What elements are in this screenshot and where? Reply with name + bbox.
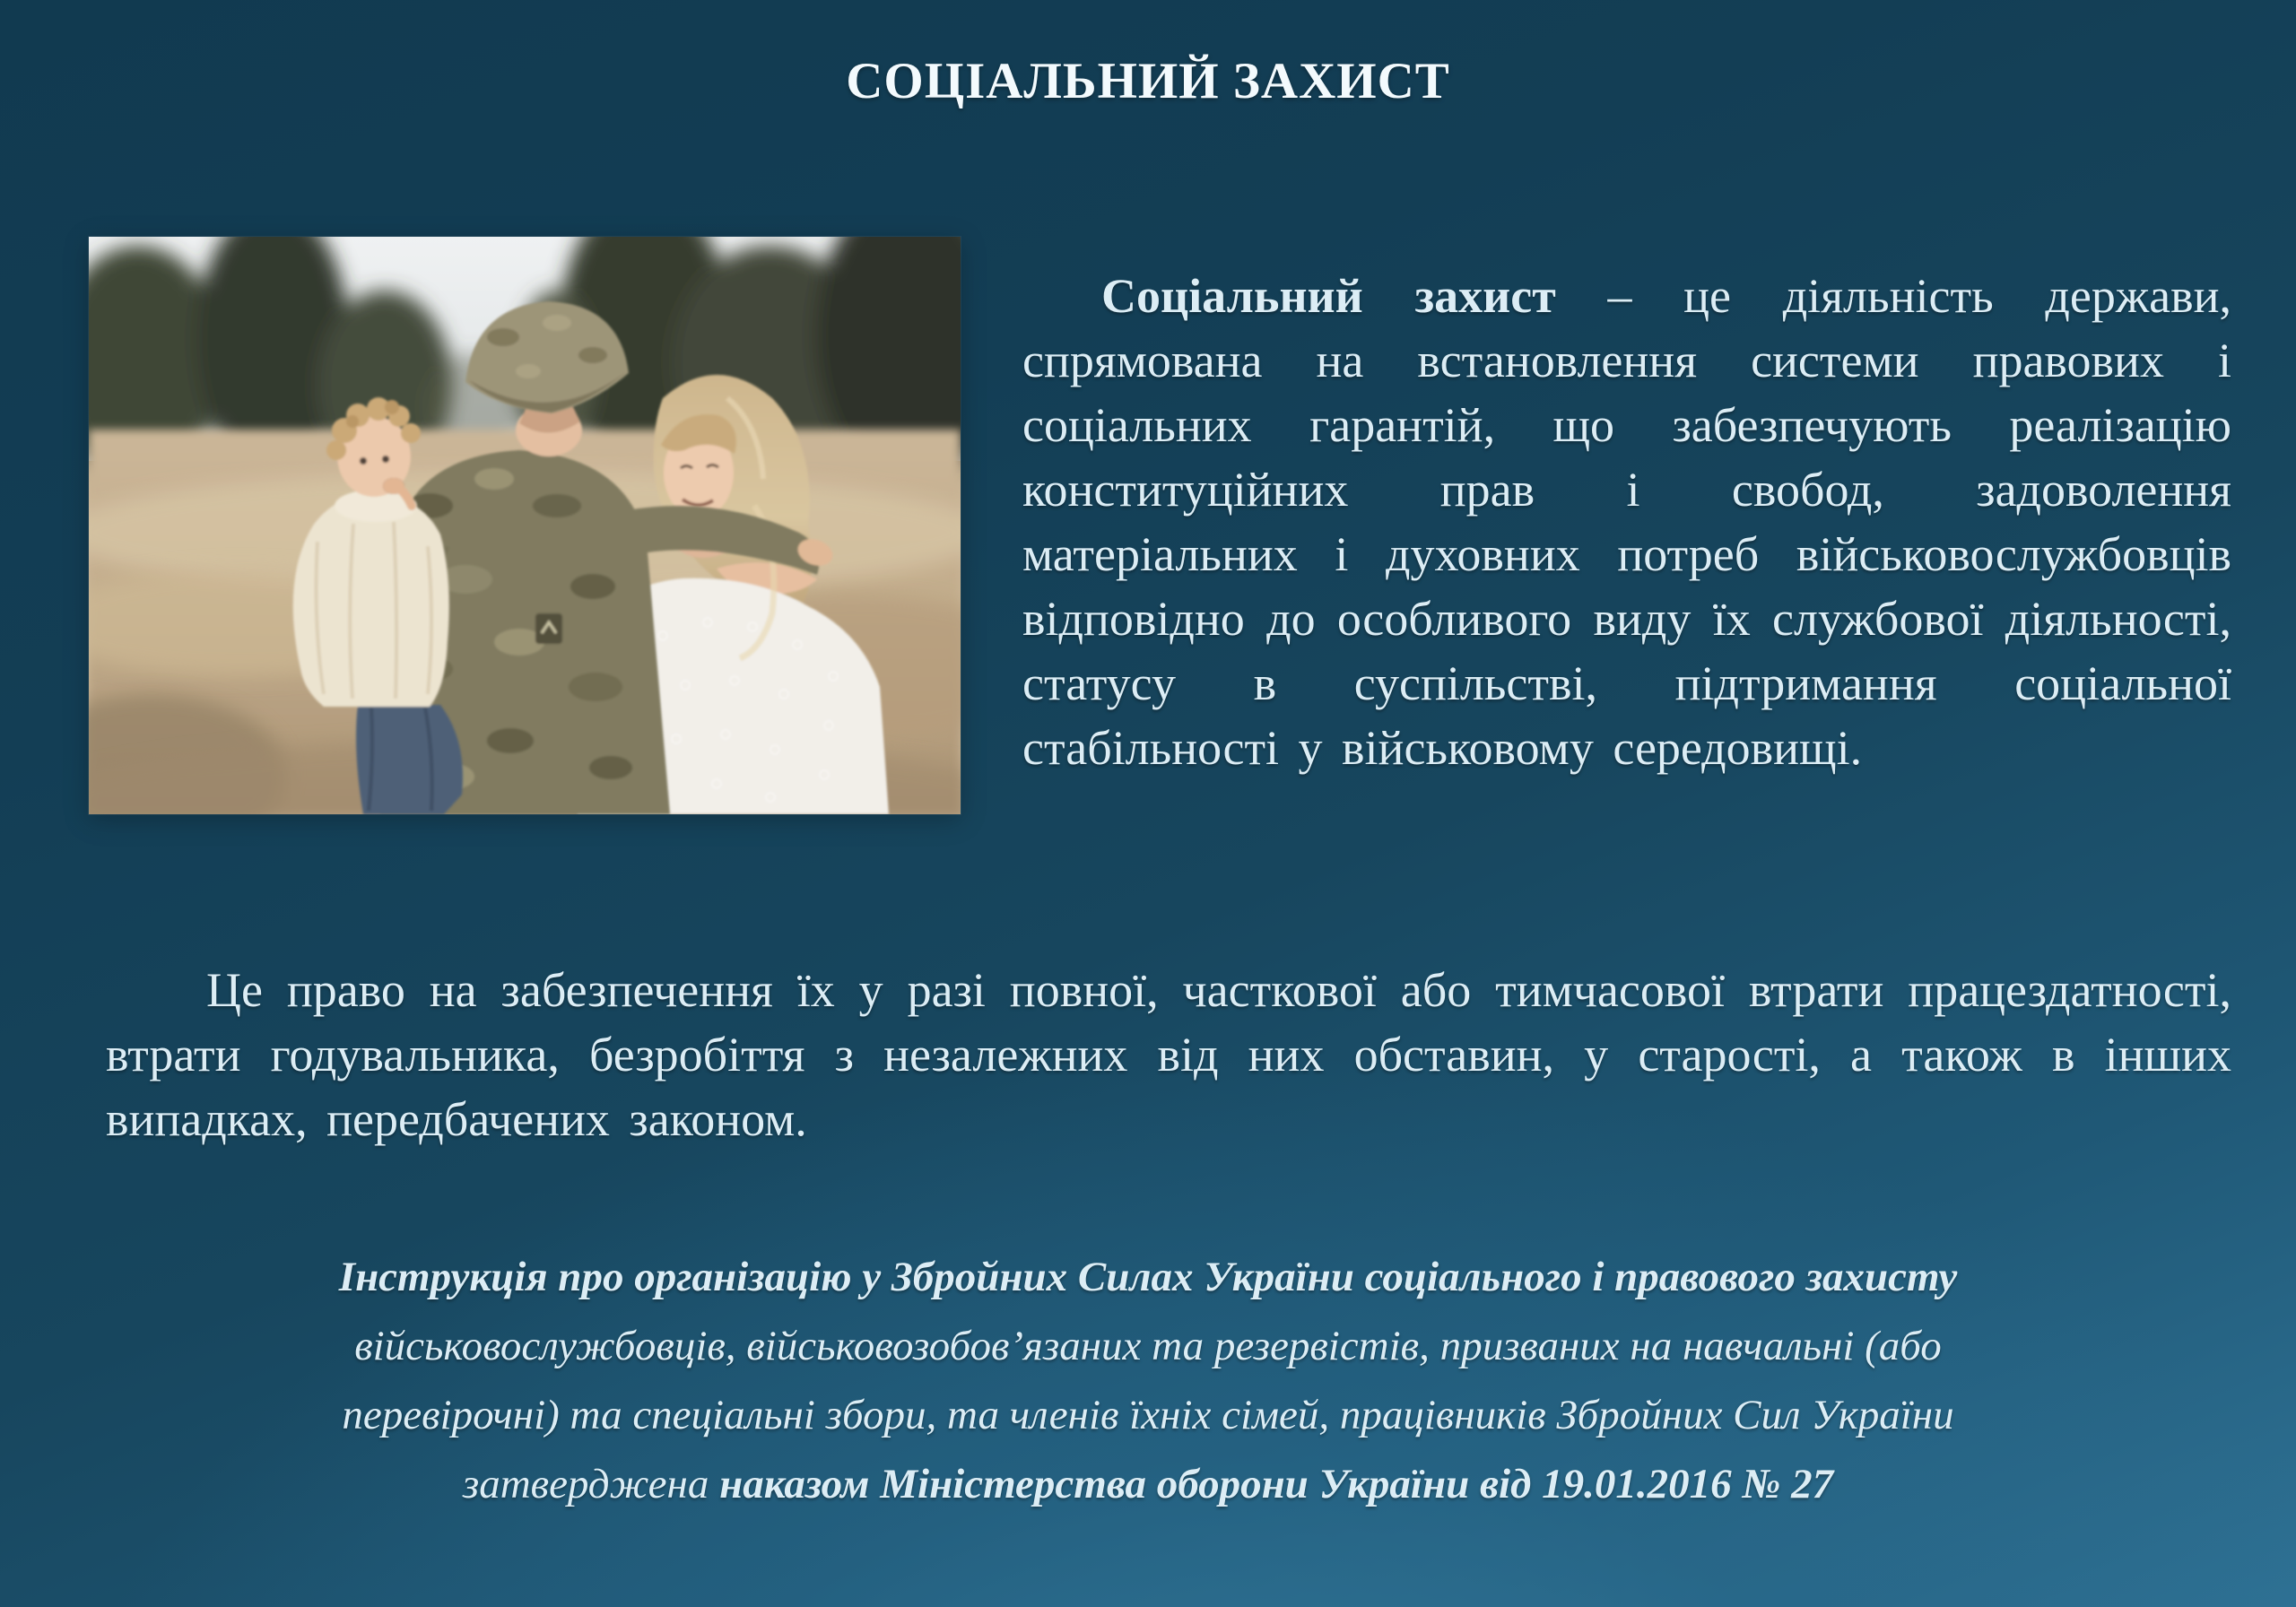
instruction-line-4 xyxy=(36,1450,2260,1519)
photo-wash-overlay xyxy=(89,237,961,814)
instruction-line-4-bold: наказом Міністерства оборони України від 19.01.2016 № 27 xyxy=(719,1461,1834,1507)
family-photo-illustration xyxy=(89,237,961,814)
rights-paragraph: Це право на забезпечення їх у разі повної, часткової або тимчасової втрати працездатності, втрати годувальника, безробіття з незалежних від них обставин, у старості, а також в інших випадках, передбачених законом. xyxy=(106,963,2231,1146)
instruction-note xyxy=(36,1243,2260,1519)
instruction-line-1: Інструкція про організацію у Збройних Силах України соціального і правового захисту xyxy=(338,1254,1958,1300)
slide-title: СОЦІАЛЬНИЙ ЗАХИСТ xyxy=(846,53,1450,109)
definition-body: – це діяльність держави, спрямована на встановлення системи правових і соціальних гарантій, що забезпечують реалізацію конституційних прав і свобод, задоволення матеріальних і духовних потреб військовослужбовців відповідно до особливого виду їх службової діяльності, статусу в суспільстві, підтримання соціальної стабільності у військовому середовищі. xyxy=(1022,269,2231,775)
definition-lead: Соціальний захист xyxy=(1101,269,1556,323)
definition-paragraph xyxy=(1022,264,2231,780)
instruction-line-2: військовослужбовців, військовозобов’язаних та резервістів, призваних на навчальні (або xyxy=(354,1323,1942,1369)
instruction-line-4-regular: затверджена xyxy=(462,1461,720,1507)
instruction-line-3: перевірочні) та спеціальні збори, та членів їхніх сімей, працівників Збройних Сил України xyxy=(342,1392,1954,1438)
family-photo xyxy=(89,237,961,814)
